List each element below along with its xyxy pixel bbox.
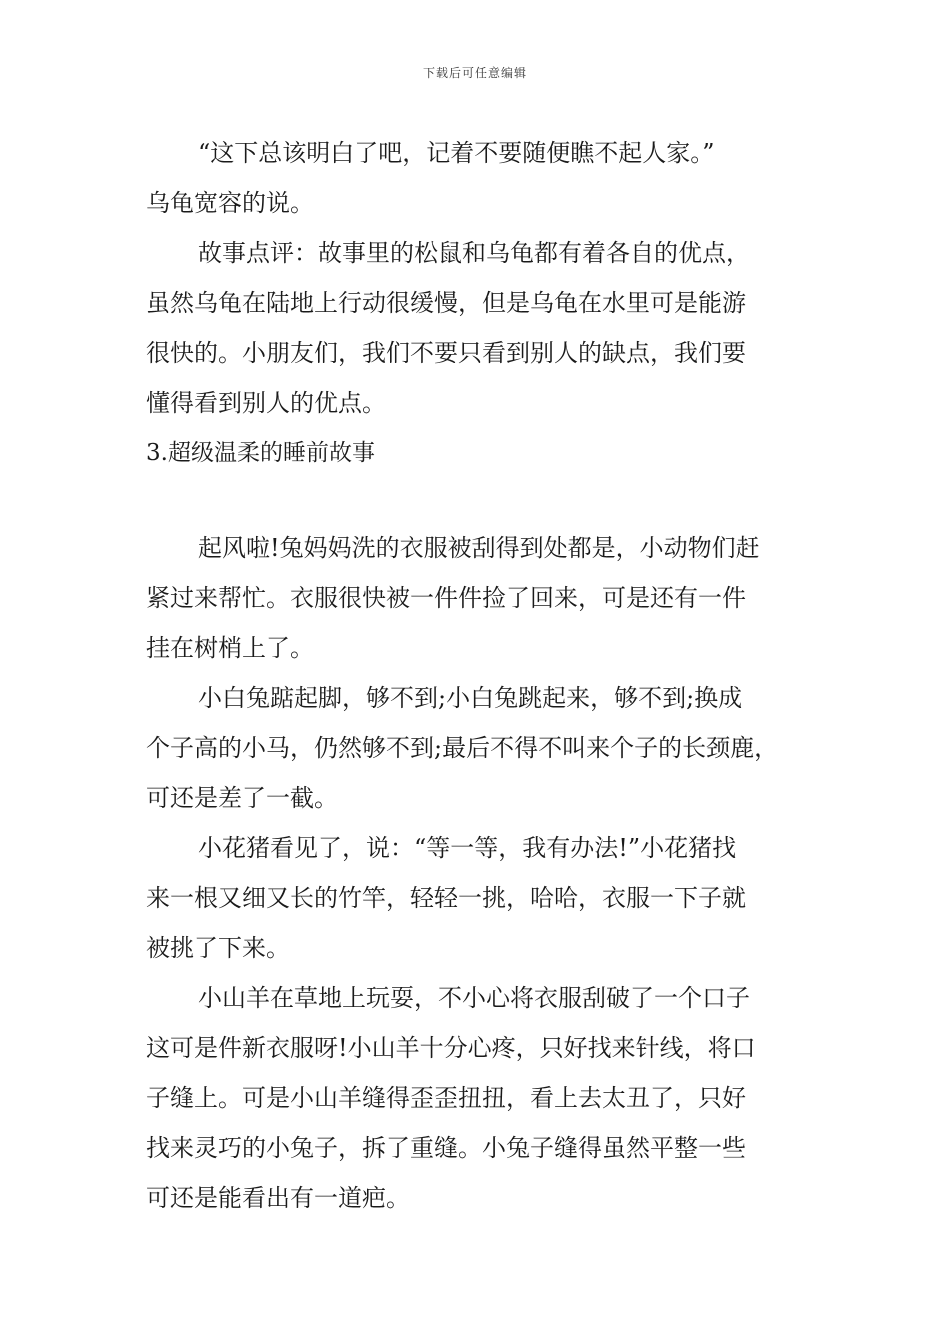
- paragraph-line: 乌龟宽容的说。: [146, 189, 314, 217]
- paragraph-line: 小花猪看见了，说：“等一等，我有办法!”小花猪找: [198, 834, 737, 862]
- top-text-block: [146, 128, 806, 478]
- paragraph-line: 找来灵巧的小兔子，拆了重缝。小兔子缝得虽然平整一些: [146, 1134, 746, 1162]
- paragraph-line: 懂得看到别人的优点。: [146, 389, 386, 417]
- paragraph-line: 个子高的小马，仍然够不到;最后不得不叫来个子的长颈鹿，: [146, 734, 779, 762]
- page-header: 下载后可任意编辑: [422, 66, 527, 80]
- paragraph-line: 紧过来帮忙。衣服很快被一件件捡了回来，可是还有一件: [146, 584, 746, 612]
- story-text-block: [146, 523, 806, 1223]
- paragraph-line: 这可是件新衣服呀!小山羊十分心疼，只好找来针线，将口: [146, 1034, 756, 1062]
- paragraph-line: 小山羊在草地上玩耍，不小心将衣服刮破了一个口子: [198, 984, 750, 1012]
- paragraph-line: 可还是能看出有一道疤。: [146, 1184, 410, 1212]
- paragraph-line: 小白兔踮起脚，够不到;小白兔跳起来，够不到;换成: [198, 684, 743, 712]
- paragraph-line: 可还是差了一截。: [146, 784, 338, 812]
- paragraph-line: 挂在树梢上了。: [146, 634, 314, 662]
- paragraph-line: 来一根又细又长的竹竿，轻轻一挑，哈哈，衣服一下子就: [146, 884, 746, 912]
- paragraph-line: 很快的。小朋友们，我们不要只看到别人的缺点，我们要: [146, 339, 746, 367]
- paragraph-line: 被挑了下来。: [146, 934, 290, 962]
- section-title: 3.超级温柔的睡前故事: [146, 440, 375, 466]
- paragraph-line: 故事点评：故事里的松鼠和乌龟都有着各自的优点，: [198, 239, 750, 267]
- paragraph-line: 起风啦!兔妈妈洗的衣服被刮得到处都是，小动物们赶: [198, 534, 760, 562]
- paragraph-line: 虽然乌龟在陆地上行动很缓慢，但是乌龟在水里可是能游: [146, 289, 746, 317]
- paragraph-line: “这下总该明白了吧，记着不要随便瞧不起人家。”: [198, 139, 715, 167]
- paragraph-line: 子缝上。可是小山羊缝得歪歪扭扭，看上去太丑了，只好: [146, 1084, 746, 1112]
